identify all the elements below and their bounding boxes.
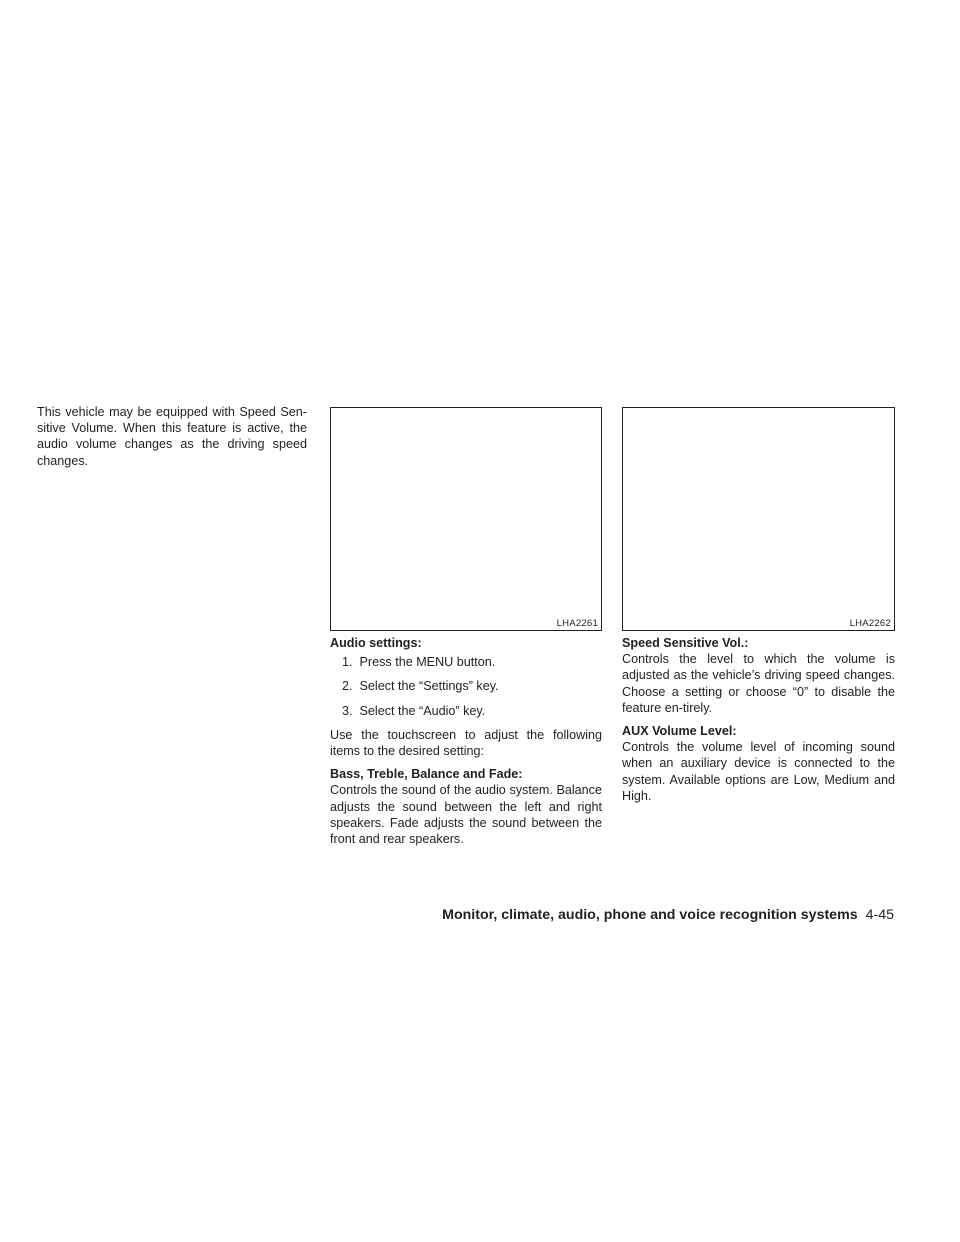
touchscreen-paragraph: Use the touchscreen to adjust the following items to the desired setting: bbox=[330, 727, 602, 759]
figure-lha2262 bbox=[622, 407, 895, 631]
list-item: 1. Press the MENU button. bbox=[342, 655, 496, 670]
column-middle bbox=[330, 404, 602, 847]
speed-sensitive-intro: This vehicle may be equipped with Speed Sen-sitive Volume. When this feature is active, the audio volume changes as the driving speed changes. bbox=[37, 405, 307, 468]
figure-label: LHA2262 bbox=[849, 618, 891, 629]
bass-treble-heading: Bass, Treble, Balance and Fade: bbox=[330, 767, 523, 782]
footer-section-title: Monitor, climate, audio, phone and voice recognition systems bbox=[442, 907, 858, 923]
figure-label: LHA2261 bbox=[556, 618, 598, 629]
bass-treble-paragraph: Controls the sound of the audio system. Balance adjusts the sound between the left and right speakers. Fade adjusts the sound between the front and rear speakers. bbox=[330, 783, 602, 847]
list-item: 2. Select the “Settings” key. bbox=[342, 679, 499, 694]
list-item: 3. Select the “Audio” key. bbox=[342, 703, 486, 718]
audio-steps-list bbox=[330, 654, 602, 719]
speed-sensitive-heading: Speed Sensitive Vol.: bbox=[622, 636, 749, 650]
page-number: 4-45 bbox=[865, 907, 894, 923]
aux-volume-heading: AUX Volume Level: bbox=[622, 724, 737, 739]
speed-sensitive-paragraph: Controls the level to which the volume is adjusted as the vehicle’s driving speed changes. Choose a setting or choose “0” to disable the feature en-tirely. bbox=[622, 652, 895, 715]
figure-lha2261 bbox=[330, 407, 602, 631]
audio-settings-heading: Audio settings: bbox=[330, 636, 422, 650]
aux-volume-paragraph: Controls the volume level of incoming sound when an auxiliary device is connected to the system. Available options are Low, Medium and High. bbox=[622, 740, 895, 803]
page-footer bbox=[442, 906, 894, 924]
column-left bbox=[37, 404, 307, 476]
column-right bbox=[622, 404, 895, 804]
